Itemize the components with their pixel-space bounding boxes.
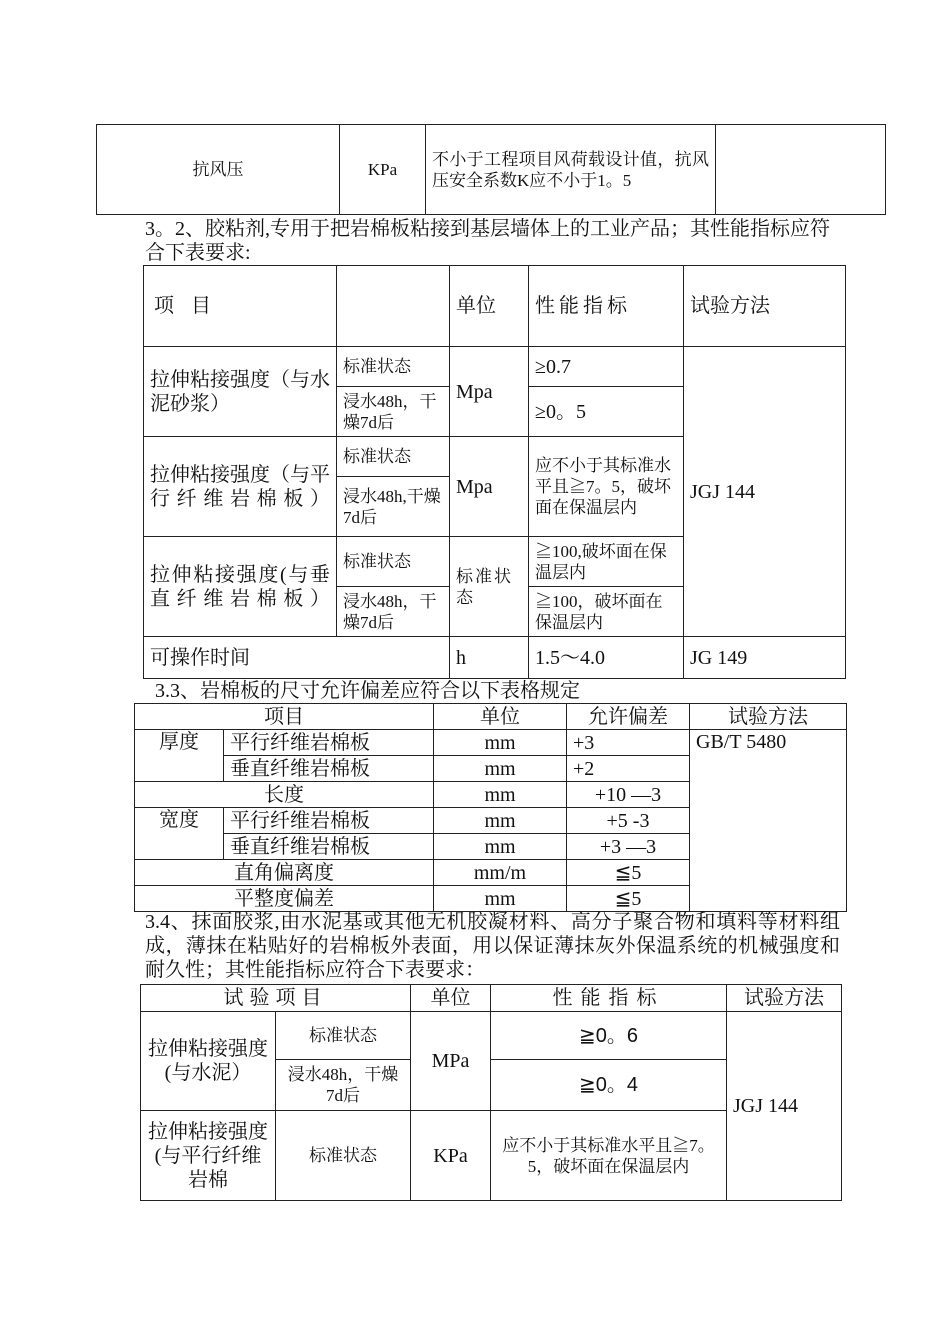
tolerance-unit-4: mm xyxy=(434,808,567,834)
adhesive-g1-unit: Mpa xyxy=(450,347,529,437)
tolerance-value-2: +2 xyxy=(567,756,690,782)
tolerance-method: GB/T 5480 xyxy=(690,730,847,912)
adhesive-last-method: JG 149 xyxy=(684,637,846,679)
mortar-g2-sub: 标准状态 xyxy=(276,1111,411,1201)
adhesive-g1-v1: ≥0.7 xyxy=(529,347,684,387)
adhesive-last-value: 1.5～4.0 xyxy=(529,637,684,679)
mortar-g1-v1: ≧0。6 xyxy=(491,1012,727,1060)
adhesive-g2-sub2: 浸水48h,干燥7d后 xyxy=(337,477,450,537)
tolerance-thickness: 厚度 xyxy=(135,730,224,782)
adhesive-g3-sub1: 标准状态 xyxy=(337,537,450,587)
mortar-g2-value: 应不小于其标准水平且≧7。5，破坏面在保温层内 xyxy=(491,1111,727,1201)
tolerance-right-angle: 直角偏离度 xyxy=(135,860,434,886)
tolerance-value-4: +5 -3 xyxy=(567,808,690,834)
mortar-g1-sub2: 浸水48h，干燥7d后 xyxy=(276,1060,411,1111)
adhesive-header-performance: 性能指标 xyxy=(529,266,684,347)
tolerance-value-7: ≦5 xyxy=(567,886,690,912)
section-3-3-paragraph: 3.3、岩棉板的尺寸允许偏差应符合以下表格规定 xyxy=(155,680,580,702)
mortar-header-method: 试验方法 xyxy=(727,985,842,1012)
adhesive-method: JGJ 144 xyxy=(684,347,846,637)
section-3-2-paragraph: 3。2、胶粘剂,专用于把岩棉板粘接到基层墙体上的工业产品；其性能指标应符合下表要求: xyxy=(145,218,830,264)
tolerance-width: 宽度 xyxy=(135,808,224,860)
mortar-g1-item: 拉伸粘接强度(与水泥） xyxy=(141,1012,276,1111)
mortar-g1-sub1: 标准状态 xyxy=(276,1012,411,1060)
tolerance-header-item: 项目 xyxy=(135,704,434,730)
tolerance-table xyxy=(134,703,847,912)
tolerance-value-5: +3 —3 xyxy=(567,834,690,860)
mortar-method: JGJ 144 xyxy=(727,1012,842,1201)
tolerance-unit-7: mm xyxy=(434,886,567,912)
tolerance-thickness-parallel: 平行纤维岩棉板 xyxy=(224,730,434,756)
adhesive-table xyxy=(143,265,846,679)
adhesive-g3-sub2: 浸水48h，干燥7d后 xyxy=(337,587,450,637)
tolerance-width-vertical: 垂直纤维岩棉板 xyxy=(224,834,434,860)
adhesive-g2-item: 拉伸粘接强度（与平行纤维岩棉板） xyxy=(144,437,337,537)
tolerance-thickness-vertical: 垂直纤维岩棉板 xyxy=(224,756,434,782)
adhesive-g3-v1: ≧100,破坏面在保温层内 xyxy=(529,537,684,587)
tolerance-unit-1: mm xyxy=(434,730,567,756)
tolerance-flatness: 平整度偏差 xyxy=(135,886,434,912)
mortar-g1-v2: ≧0。4 xyxy=(491,1060,727,1111)
tolerance-value-1: +3 xyxy=(567,730,690,756)
wind-pressure-item: 抗风压 xyxy=(97,125,340,215)
tolerance-header-method: 试验方法 xyxy=(690,704,847,730)
mortar-table xyxy=(140,984,842,1201)
adhesive-g3-v2: ≧100，破坏面在保温层内 xyxy=(529,587,684,637)
tolerance-value-6: ≦5 xyxy=(567,860,690,886)
mortar-g2-unit: KPa xyxy=(411,1111,491,1201)
tolerance-unit-5: mm xyxy=(434,834,567,860)
adhesive-last-unit: h xyxy=(450,637,529,679)
adhesive-g1-sub2: 浸水48h，干燥7d后 xyxy=(337,387,450,437)
adhesive-g3-unit: 标准状态 xyxy=(450,537,529,637)
tolerance-length: 长度 xyxy=(135,782,434,808)
adhesive-g2-value: 应不小于其标准水平且≧7。5，破坏面在保温层内 xyxy=(529,437,684,537)
tolerance-unit-6: mm/m xyxy=(434,860,567,886)
wind-pressure-requirement: 不小于工程项目风荷载设计值，抗风压安全系数K应不小于1。5 xyxy=(426,125,716,215)
adhesive-header-unit: 单位 xyxy=(450,266,529,347)
tolerance-value-3: +10 —3 xyxy=(567,782,690,808)
adhesive-header-method: 试验方法 xyxy=(684,266,846,347)
wind-pressure-table xyxy=(96,124,886,215)
tolerance-unit-3: mm xyxy=(434,782,567,808)
adhesive-header-item: 项 目 xyxy=(144,266,337,347)
tolerance-unit-2: mm xyxy=(434,756,567,782)
wind-pressure-method xyxy=(716,125,886,215)
adhesive-g1-item: 拉伸粘接强度（与水泥砂浆） xyxy=(144,347,337,437)
mortar-header-unit: 单位 xyxy=(411,985,491,1012)
tolerance-width-parallel: 平行纤维岩棉板 xyxy=(224,808,434,834)
adhesive-g2-sub1: 标准状态 xyxy=(337,437,450,477)
mortar-g2-item: 拉伸粘接强度(与平行纤维岩棉 xyxy=(141,1111,276,1201)
adhesive-g2-unit: Mpa xyxy=(450,437,529,537)
adhesive-g1-v2: ≥0。5 xyxy=(529,387,684,437)
section-3-4-paragraph: 3.4、抹面胶浆,由水泥基或其他无机胶凝材料、高分子聚合物和填料等材料组成，薄抹在粘贴好的岩棉板外表面，用以保证薄抹灰外保温系统的机械强度和耐久性；其性能指标应符合下表要求： xyxy=(145,911,840,981)
wind-pressure-unit: KPa xyxy=(340,125,426,215)
adhesive-g3-item: 拉伸粘接强度(与垂直纤维岩棉板） xyxy=(144,537,337,637)
mortar-header-performance: 性能指标 xyxy=(491,985,727,1012)
tolerance-header-unit: 单位 xyxy=(434,704,567,730)
mortar-header-item: 试验项目 xyxy=(141,985,411,1012)
tolerance-header-deviation: 允许偏差 xyxy=(567,704,690,730)
mortar-g1-unit: MPa xyxy=(411,1012,491,1111)
adhesive-last-item: 可操作时间 xyxy=(144,637,450,679)
adhesive-g1-sub1: 标准状态 xyxy=(337,347,450,387)
